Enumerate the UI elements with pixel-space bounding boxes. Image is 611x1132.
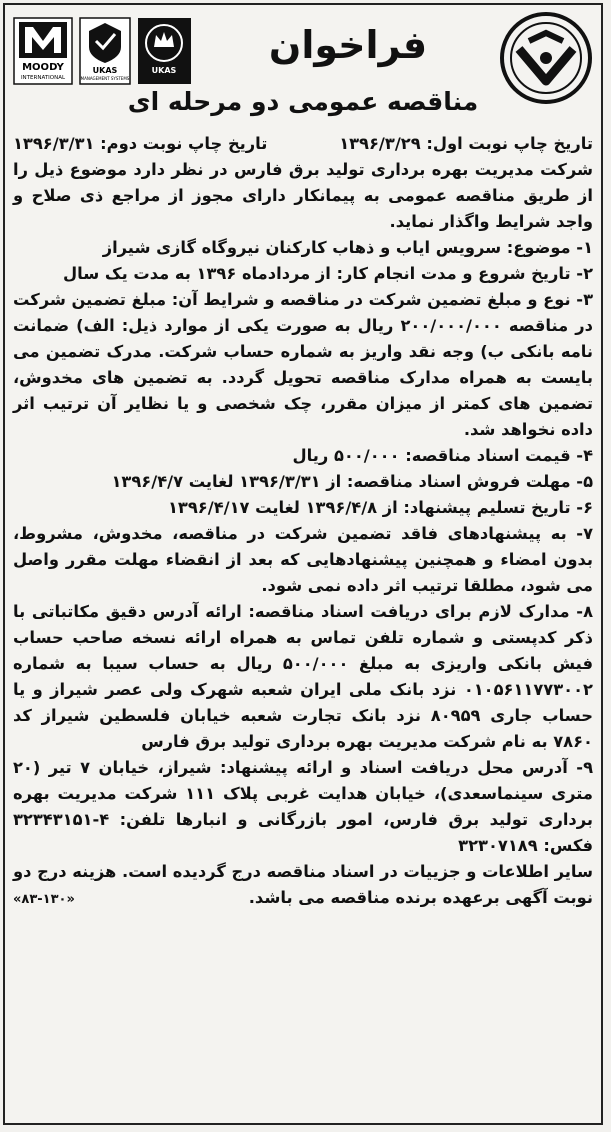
item-text: از ۱۳۹۶/۴/۸ لغایت ۱۳۹۶/۴/۱۷ — [168, 498, 404, 517]
item-heading: ۲- تاریخ شروع و مدت انجام کار: — [336, 264, 593, 283]
certification-logos — [13, 17, 198, 87]
list-item — [13, 469, 593, 495]
svg-text:MANAGEMENT SYSTEMS: MANAGEMENT SYSTEMS — [80, 76, 130, 81]
ukas-logo-icon — [79, 17, 131, 85]
item-text: از ۱۳۹۶/۳/۳۱ لغایت ۱۳۹۶/۴/۷ — [111, 472, 347, 491]
item-heading: ۱- موضوع: — [506, 238, 593, 257]
svg-text:MOODY: MOODY — [22, 62, 64, 73]
item-text: ۵۰۰/۰۰۰ ریال — [292, 446, 406, 465]
svg-text:UKAS: UKAS — [151, 66, 177, 75]
notice-frame — [3, 3, 603, 1125]
closing-text: سایر اطلاعات و جزییات در اسناد مناقصه درج گردیده است. هزینه درج دو نوبت آگهی برعهده برنده مناقصه می باشد. — [13, 862, 593, 907]
item-text: به پیشنهادهای فاقد تضمین شرکت در مناقصه، مخدوش، مشروط، بدون امضاء و همچنین پیشنهادهایی که بعد از انقضاء مهلت مقرر واصل می شود، مطلقا ترتیب اثر داده نمی شود. — [13, 524, 593, 595]
svg-text:UKAS: UKAS — [92, 66, 118, 75]
item-text: از مردادماه ۱۳۹۶ به مدت یک سال — [62, 264, 337, 283]
item-heading: ۹- آدرس محل دریافت اسناد و ارائه پیشنهاد: — [220, 758, 593, 777]
first-print-date: تاریخ چاپ نوبت اول: ۱۳۹۶/۳/۲۹ — [339, 134, 593, 153]
item-text: شیراز، خیابان ۷ تیر (۲۰ متری سینماسعدی)، خیابان هدایت غربی پلاک ۱۱۱ شرکت مدیریت بهره برداری تولید برق فارس، امور بازرگانی و انبارها تلفن: ۴-۳۲۳۴۳۱۵۱ فکس: ۳۲۳۰۷۱۸۹ — [13, 758, 593, 855]
list-item — [13, 521, 593, 599]
list-item — [13, 599, 593, 755]
power-company-emblem-icon — [499, 11, 593, 105]
intro-paragraph: شرکت مدیریت بهره برداری تولید برق فارس در نظر دارد موضوع ذیل را از طریق مناقصه عمومی به پیمانکار دارای مجوز از مراجع ذی صلاح و واجد شرایط واگذار نماید. — [13, 160, 593, 231]
svg-text:INTERNATIONAL: INTERNATIONAL — [20, 75, 66, 81]
footer-code: «۸۳-۱۳۰» — [13, 892, 75, 907]
item-heading: ۵- مهلت فروش اسناد مناقصه: — [346, 472, 593, 491]
item-heading: ۸- مدارک لازم برای دریافت اسناد مناقصه: — [248, 602, 593, 621]
list-item — [13, 235, 593, 261]
page-subtitle: مناقصه عمومی دو مرحله ای — [127, 87, 479, 116]
item-heading: ۷- — [576, 524, 593, 543]
list-item — [13, 261, 593, 287]
list-item — [13, 287, 593, 443]
item-heading: ۴- قیمت اسناد مناقصه: — [405, 446, 593, 465]
list-item — [13, 755, 593, 859]
item-text: سرویس ایاب و ذهاب کارکنان نیروگاه گازی شیراز — [102, 238, 507, 257]
ukas-crown-logo-icon — [137, 17, 192, 85]
list-item — [13, 443, 593, 469]
closing-paragraph — [13, 859, 593, 911]
item-text: ارائه آدرس دقیق مکاتباتی با ذکر کدپستی و شماره تلفن تماس به همراه ارائه نسخه صاحب حساب فیش بانکی واریزی به مبلغ ۵۰۰/۰۰۰ ریال به حساب سیبا به شماره ۰۱۰۵۶۱۱۷۷۳۰۰۲ نزد بانک ملی ایران شعبه شهرک ولی عصر شیراز و یا حساب جاری ۸۰۹۵۹ نزد بانک تجارت شعبه خیابان فلسطین شیراز کد ۷۸۶۰ به نام شرکت مدیریت بهره برداری تولید برق فارس — [13, 602, 593, 751]
print-dates — [13, 131, 593, 157]
page-title: فراخوان — [268, 23, 428, 67]
item-text: مبلغ تضمین شرکت در مناقصه ۲۰۰/۰۰۰/۰۰۰ ریال به صورت یکی از موارد ذیل: الف) ضمانت نامه بانکی ب) وجه نقد واریز به شماره حساب شرکت. مدرک تضمین می بایست به همراه مدارک مناقصه تحویل گردد. به تضمین های مخدوش، تضمین های کمتر از میزان مقرر، چک شخصی و یا نظایر آن ترتیب اثر داده نخواهد شد. — [13, 290, 594, 439]
second-print-date: تاریخ چاپ نوبت دوم: ۱۳۹۶/۳/۳۱ — [13, 134, 268, 153]
moody-logo-icon — [13, 17, 73, 85]
list-item — [13, 495, 593, 521]
item-heading: ۳- نوع و مبلغ تضمین شرکت در مناقصه و شرایط آن: — [171, 290, 594, 309]
item-heading: ۶- تاریخ تسلیم پیشنهاد: — [403, 498, 593, 517]
notice-body — [13, 131, 593, 913]
